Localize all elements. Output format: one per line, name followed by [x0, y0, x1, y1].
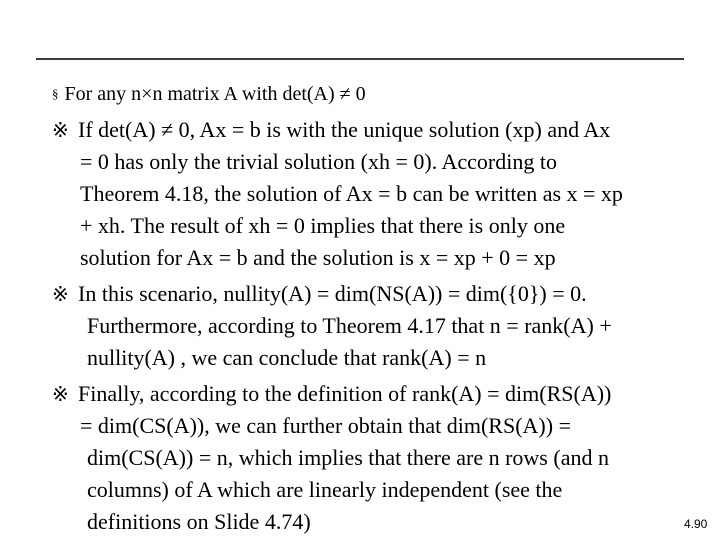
paragraph-line: definitions on Slide 4.74)	[87, 509, 311, 534]
paragraph-nullity	[52, 278, 612, 374]
paragraph-line: Theorem 4.18, the solution of Ax = b can be written as x = xp	[80, 181, 623, 206]
paragraph-unique-solution	[52, 114, 623, 274]
heading-bullet	[52, 80, 366, 110]
reference-mark-icon: ※	[52, 118, 69, 142]
paragraph-line: + xh. The result of xh = 0 implies that there is only one	[80, 213, 566, 238]
paragraph-line: ※ If det(A) ≠ 0, Ax = b is with the unique solution (xp) and Ax	[52, 114, 623, 146]
reference-mark-icon: ※	[52, 382, 69, 406]
paragraph-rank	[52, 378, 611, 538]
paragraph-line: ※ Finally, according to the definition of rank(A) = dim(RS(A))	[52, 378, 611, 410]
section-bullet-icon: §	[52, 86, 59, 101]
paragraph-line: nullity(A) , we can conclude that rank(A) = n	[87, 345, 487, 370]
paragraph-line: Furthermore, according to Theorem 4.17 that n = rank(A) +	[87, 313, 612, 338]
reference-mark-icon: ※	[52, 282, 69, 306]
paragraph-line: ※ In this scenario, nullity(A) = dim(NS(A)) = dim({0}) = 0.	[52, 278, 612, 310]
title-divider	[36, 58, 684, 60]
paragraph-line: solution for Ax = b and the solution is x = xp + 0 = xp	[80, 245, 556, 270]
page-number: 4.90	[684, 517, 708, 531]
paragraph-line: = dim(CS(A)), we can further obtain that dim(RS(A)) =	[80, 413, 571, 438]
paragraph-line: dim(CS(A)) = n, which implies that there are n rows (and n	[87, 445, 609, 470]
paragraph-line: columns) of A which are linearly independent (see the	[87, 477, 563, 502]
heading-text: For any n×n matrix A with det(A) ≠ 0	[64, 83, 366, 105]
paragraph-line: = 0 has only the trivial solution (xh = 0). According to	[80, 149, 557, 174]
